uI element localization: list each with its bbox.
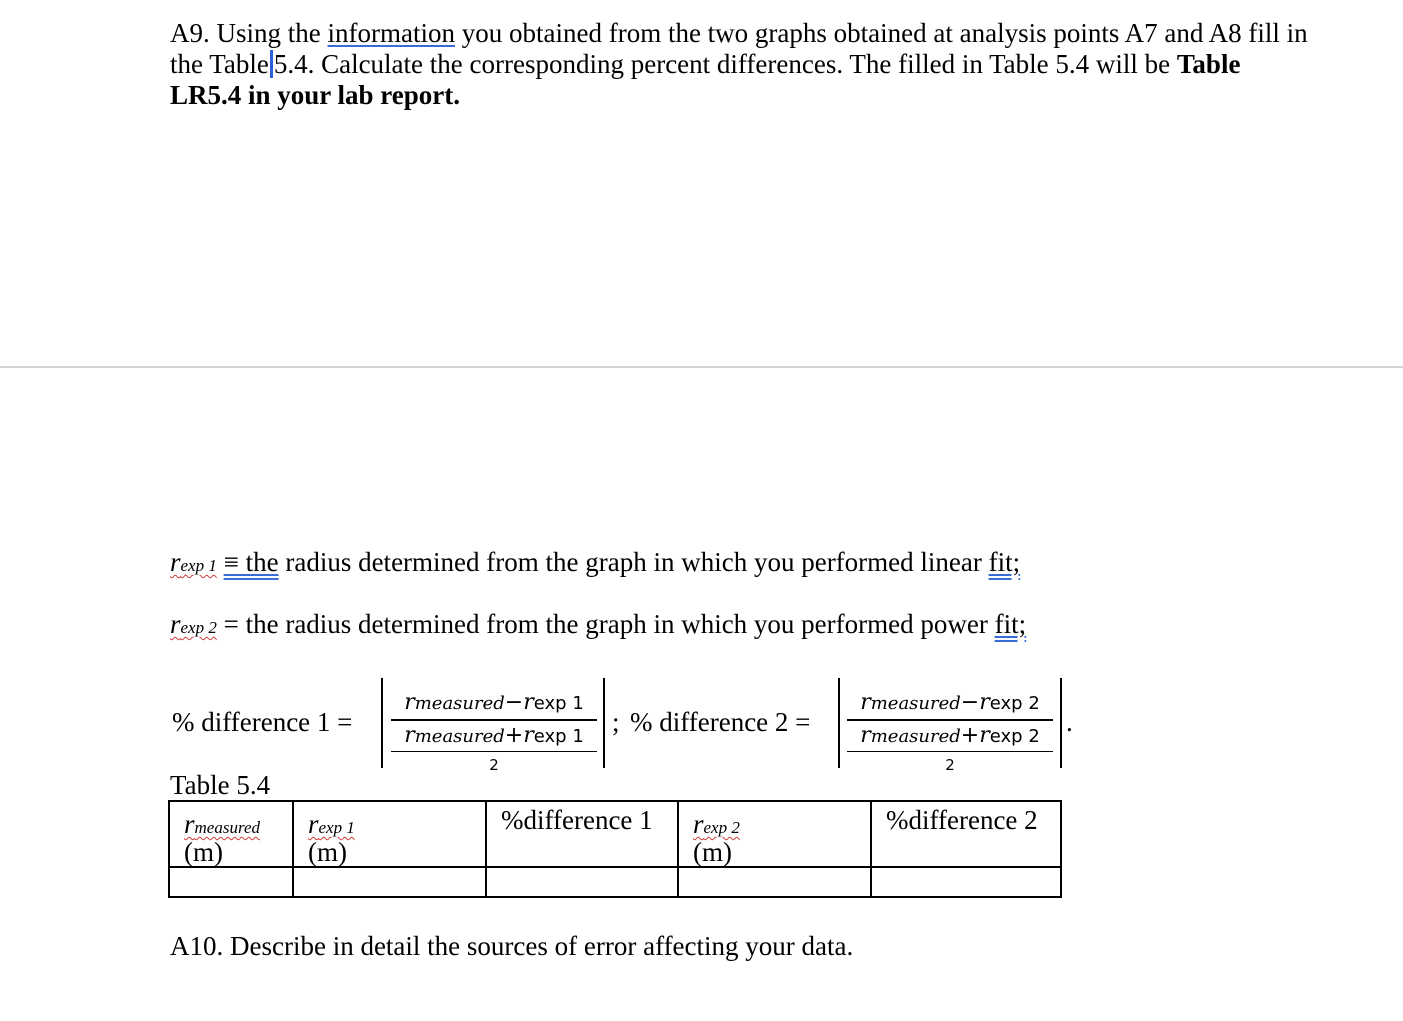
fraction-bar bbox=[391, 719, 597, 721]
abs-bar-left-1 bbox=[381, 678, 383, 768]
definition-exp1 bbox=[170, 547, 1020, 581]
fraction-two: 2 bbox=[489, 756, 499, 774]
question-a9-line1 bbox=[170, 18, 1308, 49]
header-r-exp2: rexp 2 (m) bbox=[678, 801, 871, 867]
question-a9-text: you obtained from the two graphs obtained at analysis points A7 and A8 fill in bbox=[454, 18, 1308, 48]
table-caption: Table 5.4 bbox=[170, 770, 271, 800]
unit-label: (m) bbox=[308, 837, 347, 867]
fraction-2 bbox=[847, 690, 1053, 776]
question-a9-line2 bbox=[170, 49, 1240, 80]
fraction-bar bbox=[391, 751, 597, 753]
text-cursor bbox=[270, 50, 273, 78]
the-link[interactable]: the bbox=[238, 547, 279, 577]
definition-exp2 bbox=[170, 609, 1026, 643]
table-cell[interactable] bbox=[871, 867, 1061, 897]
formula-separator: ; bbox=[612, 707, 620, 737]
question-a9-bold: Table bbox=[1176, 49, 1241, 79]
formula-end: . bbox=[1066, 707, 1073, 737]
unit-label: (m) bbox=[693, 837, 732, 867]
subscript: exp 1 bbox=[180, 556, 217, 575]
question-a9-text: A9. Using the bbox=[170, 18, 328, 48]
question-a10: A10. Describe in detail the sources of error affecting your data. bbox=[170, 931, 854, 961]
fraction-two: 2 bbox=[945, 756, 955, 774]
table-cell[interactable] bbox=[169, 867, 293, 897]
question-a9-text: the Table bbox=[170, 49, 269, 79]
formula-label-1: % difference 1 = bbox=[172, 707, 353, 737]
fraction-2-numerator: rmeasured−rexp 2 bbox=[860, 690, 1040, 715]
abs-bar-right-1 bbox=[603, 678, 605, 768]
fraction-1-numerator: rmeasured−rexp 1 bbox=[404, 690, 584, 715]
unit-label: (m) bbox=[184, 837, 223, 867]
fraction-bar bbox=[847, 719, 1053, 721]
r-symbol: r bbox=[170, 609, 181, 639]
question-a9-line3 bbox=[170, 80, 460, 111]
data-table bbox=[168, 800, 1062, 898]
table-cell[interactable] bbox=[293, 867, 486, 897]
information-link[interactable]: information bbox=[327, 18, 455, 48]
equiv-sign: ≡ bbox=[223, 547, 239, 577]
fraction-1-denominator: rmeasured+rexp 1 bbox=[404, 722, 584, 748]
table-header-row bbox=[169, 801, 1061, 867]
abs-bar-left-2 bbox=[838, 678, 840, 768]
table-row bbox=[169, 867, 1061, 897]
fit-link[interactable]: fit; bbox=[994, 609, 1027, 639]
header-r-exp1: rexp 1 (m) bbox=[293, 801, 486, 867]
question-a9-text: 5.4. Calculate the corresponding percent differences. The filled in Table 5.4 will be bbox=[273, 49, 1177, 79]
abs-bar-right-2 bbox=[1060, 678, 1062, 768]
subscript: exp 2 bbox=[180, 618, 217, 637]
fit-link[interactable]: fit; bbox=[988, 547, 1021, 577]
fraction-bar bbox=[847, 751, 1053, 753]
fraction-2-denominator: rmeasured+rexp 2 bbox=[860, 722, 1040, 748]
r-symbol: r bbox=[170, 547, 181, 577]
question-a9-bold: LR5.4 in your lab report. bbox=[170, 80, 461, 110]
header-percent-difference-1: %difference 1 bbox=[486, 801, 678, 867]
header-r-measured: rmeasured (m) bbox=[169, 801, 293, 867]
table-cell[interactable] bbox=[486, 867, 678, 897]
definition-text: radius determined from the graph in which you performed linear bbox=[278, 547, 989, 577]
table-cell[interactable] bbox=[678, 867, 871, 897]
definition-text: = the radius determined from the graph in which you performed power bbox=[216, 609, 995, 639]
page-divider bbox=[0, 366, 1403, 368]
formula-label-2: % difference 2 = bbox=[630, 707, 811, 737]
header-percent-difference-2: %difference 2 bbox=[871, 801, 1061, 867]
fraction-1 bbox=[391, 690, 597, 776]
